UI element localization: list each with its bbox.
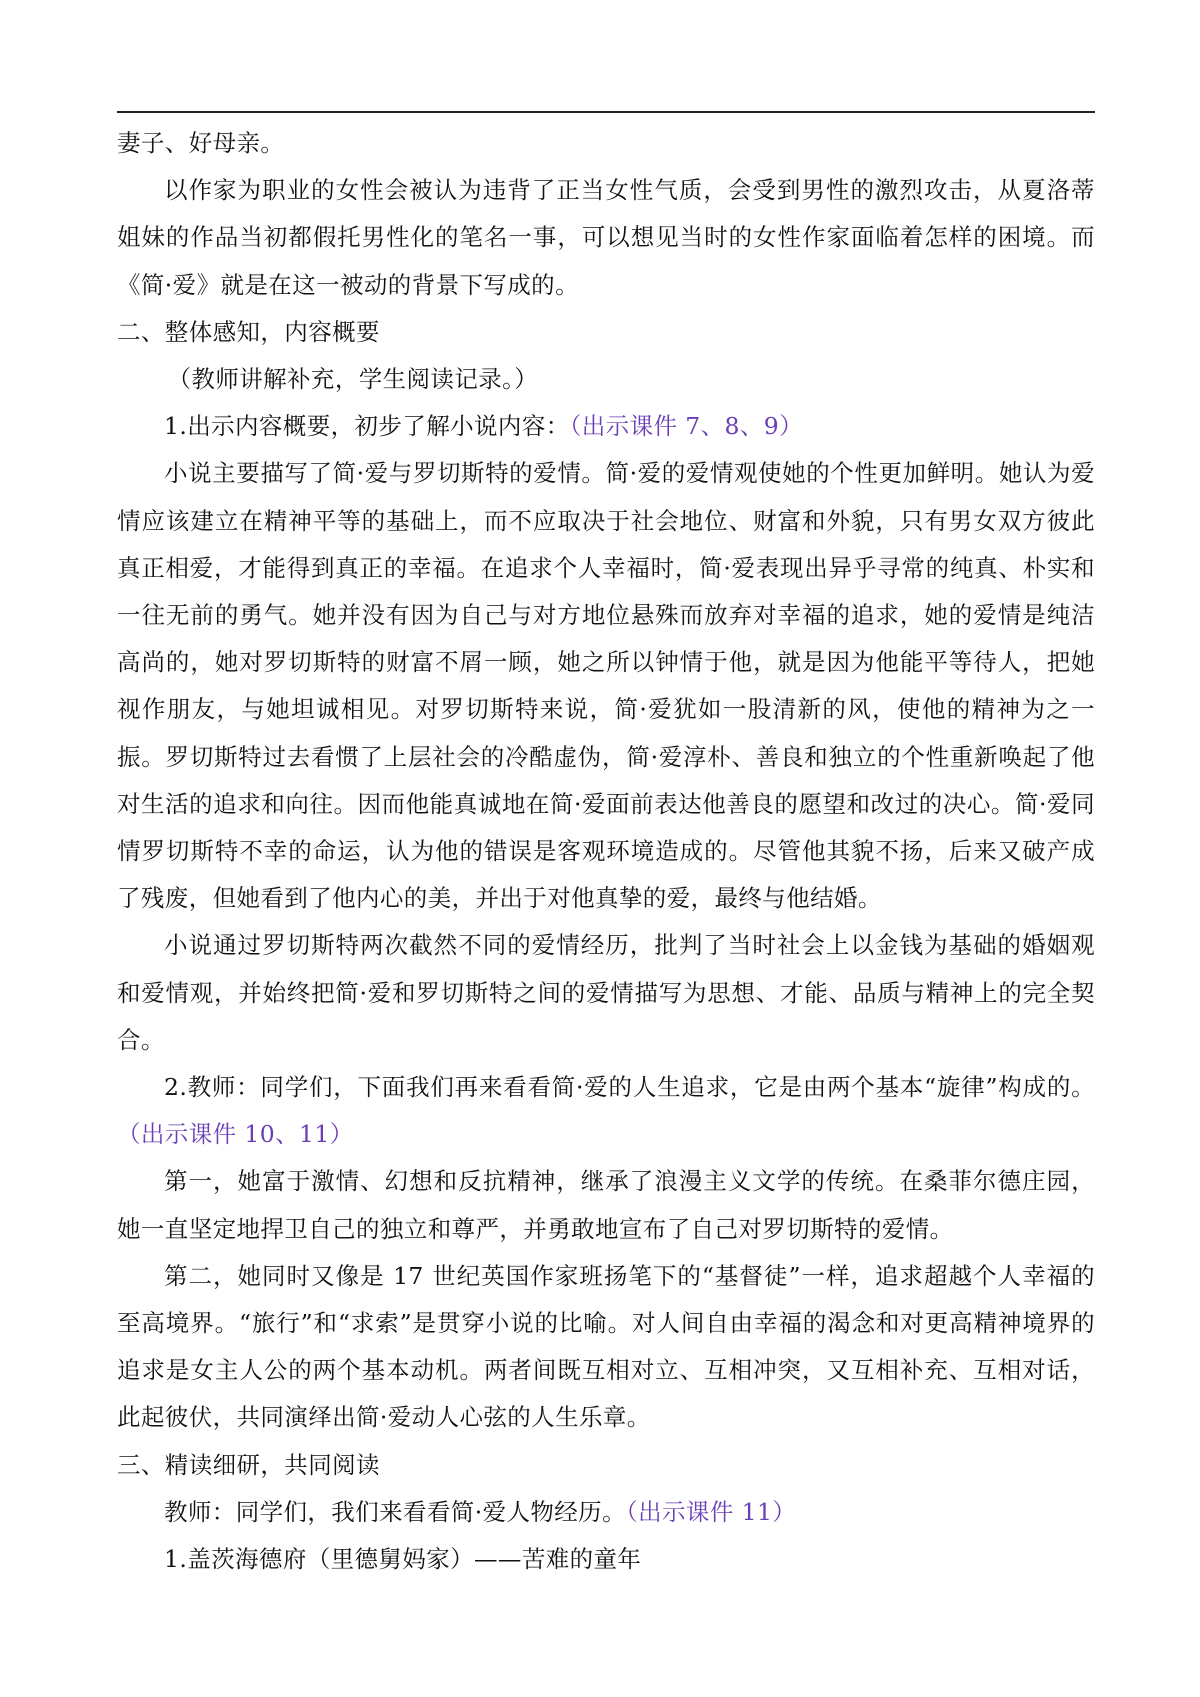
- document-body: [117, 120, 1095, 1583]
- paragraph-female-writers: 以作家为职业的女性会被认为违背了正当女性气质，会受到男性的激烈攻击，从夏洛蒂姐妹的作品当初都假托男性化的笔名一事，可以想见当时的女性作家面临着怎样的困境。而《简·爱》就是在这一被动的背景下写成的。: [117, 176, 1095, 299]
- paragraph-melody-first: 第一，她富于激情、幻想和反抗精神，继承了浪漫主义文学的传统。在桑菲尔德庄园，她一直坚定地捍卫自己的独立和尊严，并勇敢地宣布了自己对罗切斯特的爱情。: [117, 1167, 1095, 1243]
- paragraph-melody-second: 第二，她同时又像是 17 世纪英国作家班扬笔下的“基督徒”一样，追求超越个人幸福的至高境界。“旅行”和“求索”是贯穿小说的比喻。对人间自由幸福的渴念和对更高精神境界的追求是女主人公的两个基本动机。两者间既互相对立、互相冲突，又互相补充、互相对话，此起彼伏，共同演绎出简·爱动人心弦的人生乐章。: [117, 1261, 1095, 1432]
- paragraph-gateshead: 1.盖茨海德府（里德舅妈家）——苦难的童年: [164, 1545, 642, 1574]
- courseware-reference: （出示课件 11）: [625, 1497, 797, 1526]
- paragraph-continuation: 妻子、好母亲。: [117, 129, 285, 157]
- header-rule: [117, 111, 1095, 113]
- step-2-text: 2.教师：同学们，下面我们再来看看简·爱的人生追求，它是由两个基本“旋律”构成的。: [164, 1073, 1095, 1102]
- paragraph-summary: 小说主要描写了简·爱与罗切斯特的爱情。简·爱的爱情观使她的个性更加鲜明。她认为爱情应该建立在精神平等的基础上，而不应取决于社会地位、财富和外貌，只有男女双方彼此真正相爱，才能得到真正的幸福。在追求个人幸福时，简·爱表现出异乎寻常的纯真、朴实和一往无前的勇气。她并没有因为自己与对方地位悬殊而放弃对幸福的追求，她的爱情是纯洁高尚的，她对罗切斯特的财富不屑一顾，她之所以钟情于他，就是因为他能平等待人，把她视作朋友，与她坦诚相见。对罗切斯特来说，简·爱犹如一股清新的风，使他的精神为之一振。罗切斯特过去看惯了上层社会的冷酷虚伪，简·爱淳朴、善良和独立的个性重新唤起了他对生活的追求和向往。因而他能真诚地在简·爱面前表达他善良的愿望和改过的决心。简·爱同情罗切斯特不幸的命运，认为他的错误是客观环境造成的。尽管他其貌不扬，后来又破产成了残废，但她看到了他内心的美，并出于对他真挚的爱，最终与他结婚。: [117, 459, 1095, 913]
- courseware-reference: （出示课件 7、8、9）: [569, 412, 803, 441]
- step-1-text: 1.出示内容概要，初步了解小说内容：: [164, 412, 570, 441]
- paragraph-step-2: [117, 1064, 1095, 1158]
- teacher-intro-text: 教师：同学们，我们来看看简·爱人物经历。: [164, 1497, 626, 1526]
- section-heading-overview: 二、整体感知，内容概要: [117, 317, 380, 346]
- paragraph-step-1: [117, 403, 1095, 450]
- section-heading-close-reading: 三、精读细研，共同阅读: [117, 1450, 380, 1479]
- paragraph-critique: 小说通过罗切斯特两次截然不同的爱情经历，批判了当时社会上以金钱为基础的婚姻观和爱情观，并始终把简·爱和罗切斯特之间的爱情描写为思想、才能、品质与精神上的完全契合。: [117, 931, 1095, 1054]
- paragraph-teacher-intro: [117, 1489, 1095, 1536]
- courseware-reference: （出示课件 10、11）: [117, 1120, 354, 1149]
- paragraph-teacher-note: （教师讲解补充，学生阅读记录。）: [167, 365, 539, 394]
